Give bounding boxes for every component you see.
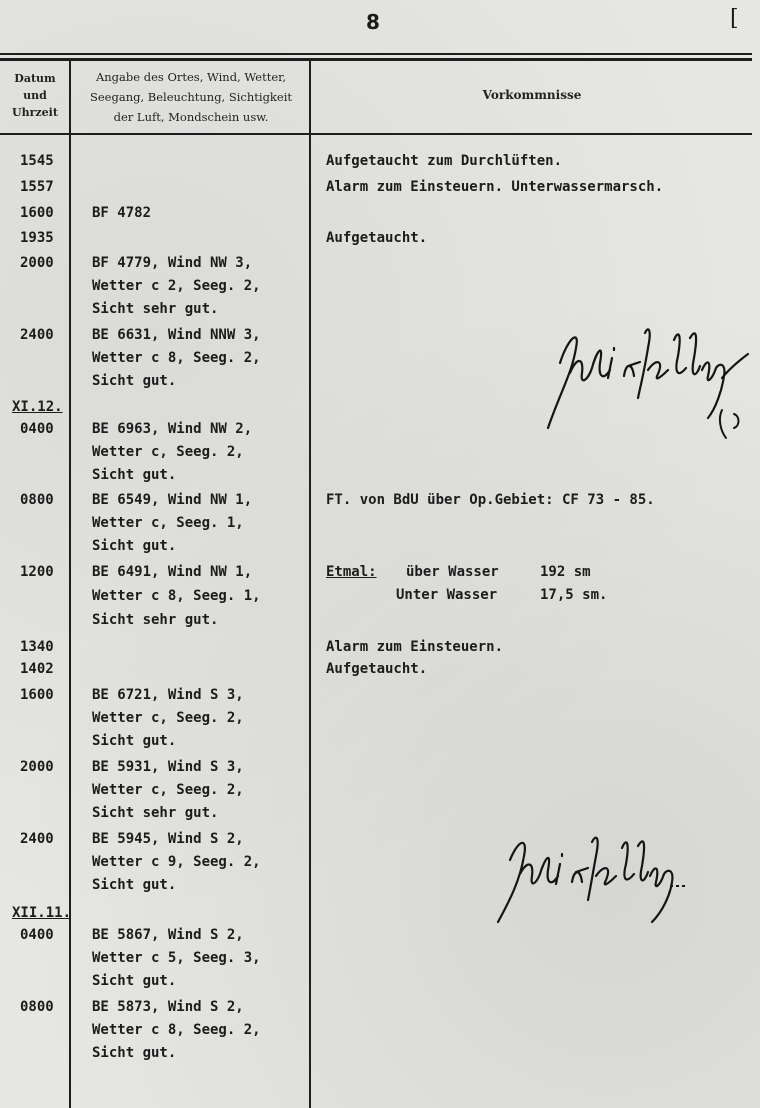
entry-time: 1600 (20, 205, 54, 221)
entry-date: XII.11. (12, 905, 72, 921)
entry-position: BE 5931, Wind S 3, (92, 759, 244, 775)
entry-time: 2400 (20, 831, 54, 847)
entry-time: 1557 (20, 179, 54, 195)
entry-position: BE 6549, Wind NW 1, (92, 492, 253, 508)
entry-event: FT. von BdU über Op.Gebiet: CF 73 - 85. (326, 492, 655, 508)
entry-position: BE 5873, Wind S 2, (92, 999, 244, 1015)
entry-weather: Wetter c 8, Seeg. 2, (92, 350, 261, 366)
entry-time: 2000 (20, 759, 54, 775)
header-date-line: Datum (14, 72, 56, 85)
entry-time: 0800 (20, 492, 54, 508)
entry-time: 2000 (20, 255, 54, 271)
entry-time: 0800 (20, 999, 54, 1015)
header-rule (0, 133, 752, 135)
entry-weather: Wetter c 9, Seeg. 2, (92, 854, 261, 870)
entry-visibility: Sicht sehr gut. (92, 805, 219, 821)
header-place-line: Seegang, Beleuchtung, Sichtigkeit (89, 90, 293, 104)
entry-weather: Wetter c, Seeg. 1, (92, 515, 244, 531)
entry-event: Alarm zum Einsteuern. Unterwassermarsch. (326, 179, 664, 195)
entry-visibility: Sicht gut. (92, 973, 177, 989)
entry-position: BE 6631, Wind NNW 3, (92, 327, 261, 343)
entry-weather: Wetter c, Seeg. 2, (92, 444, 244, 460)
etmal-label: Etmal: (326, 564, 377, 580)
page-number: 8 (366, 10, 380, 34)
header-events-column: Vorkommnisse (482, 88, 582, 102)
entry-time: 1600 (20, 687, 54, 703)
entry-time: 1200 (20, 564, 54, 580)
entry-visibility: Sicht gut. (92, 1045, 177, 1061)
entry-visibility: Sicht gut. (92, 877, 177, 893)
etmal-surface-value: 192 sm (540, 564, 591, 580)
entry-time: 1935 (20, 230, 54, 246)
entry-visibility: Sicht gut. (92, 538, 177, 554)
header-date-column (4, 70, 66, 121)
signature-image (540, 318, 755, 443)
etmal-submerged-value: 17,5 sm. (540, 587, 608, 603)
entry-time: 1402 (20, 661, 54, 677)
entry-position: BF 4782 (92, 205, 152, 221)
entry-visibility: Sicht sehr gut. (92, 612, 219, 628)
top-rule-double (0, 58, 752, 61)
entry-weather: Wetter c 8, Seeg. 1, (92, 588, 261, 604)
signature-image (480, 830, 695, 930)
etmal-submerged-label: Unter Wasser (396, 587, 498, 603)
header-date-line: und (23, 89, 47, 102)
header-place-column (76, 67, 306, 127)
entry-weather: Wetter c 5, Seeg. 3, (92, 950, 261, 966)
entry-time: 1340 (20, 639, 54, 655)
entry-weather: Wetter c, Seeg. 2, (92, 782, 244, 798)
entry-position: BE 5867, Wind S 2, (92, 927, 244, 943)
entry-weather: Wetter c, Seeg. 2, (92, 710, 244, 726)
column-divider-place (309, 61, 311, 1108)
entry-visibility: Sicht sehr gut. (92, 301, 219, 317)
entry-position: BF 4779, Wind NW 3, (92, 255, 253, 271)
entry-visibility: Sicht gut. (92, 733, 177, 749)
entry-time: 0400 (20, 421, 54, 437)
corner-mark: [ (730, 6, 739, 31)
entry-event: Aufgetaucht. (326, 230, 428, 246)
entry-position: BE 6963, Wind NW 2, (92, 421, 253, 437)
entry-position: BE 6491, Wind NW 1, (92, 564, 253, 580)
entry-position: BE 6721, Wind S 3, (92, 687, 244, 703)
entry-visibility: Sicht gut. (92, 467, 177, 483)
entry-event: Alarm zum Einsteuern. (326, 639, 504, 655)
entry-event: Aufgetaucht. (326, 661, 428, 677)
entry-time: 0400 (20, 927, 54, 943)
entry-position: BE 5945, Wind S 2, (92, 831, 244, 847)
column-divider-date (69, 61, 71, 1108)
entry-time: 2400 (20, 327, 54, 343)
etmal-surface-label: über Wasser (406, 564, 499, 580)
entry-date: XI.12. (12, 399, 63, 415)
header-place-line: der Luft, Mondschein usw. (113, 110, 269, 124)
header-date-line: Uhrzeit (12, 106, 58, 119)
top-rule (0, 53, 752, 55)
header-place-line: Angabe des Ortes, Wind, Wetter, (95, 70, 287, 84)
entry-weather: Wetter c 2, Seeg. 2, (92, 278, 261, 294)
entry-time: 1545 (20, 153, 54, 169)
entry-event: Aufgetaucht zum Durchlüften. (326, 153, 563, 169)
entry-visibility: Sicht gut. (92, 373, 177, 389)
entry-weather: Wetter c 8, Seeg. 2, (92, 1022, 261, 1038)
